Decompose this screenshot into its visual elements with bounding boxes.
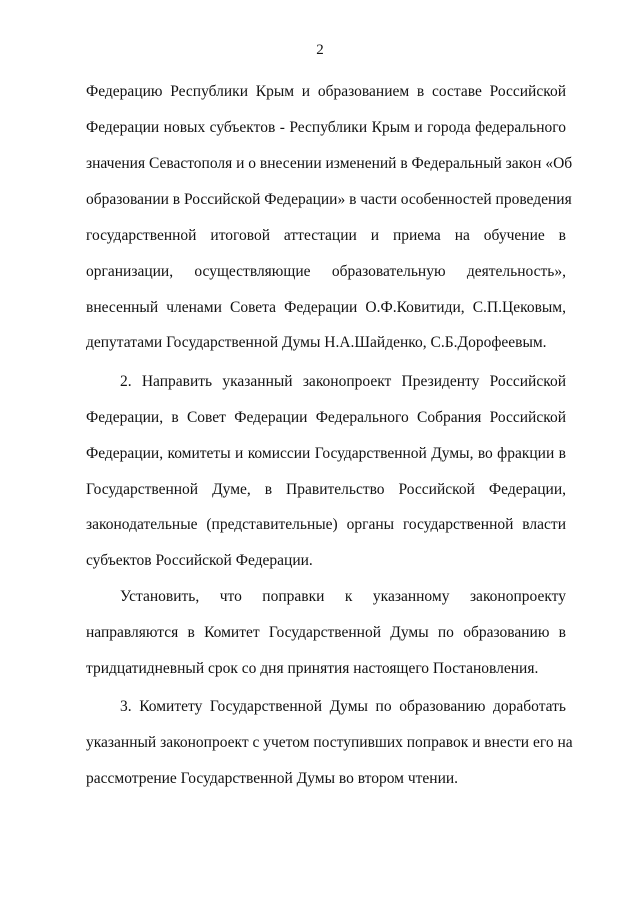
text-line: субъектов Российской Федерации. (86, 552, 313, 569)
text-line: внесенный членами Совета Федерации О.Ф.Ковитиди, С.П.Цековым, (86, 299, 566, 316)
paragraph-3-first-line: 3. Комитету Государственной Думы по образованию доработать (120, 698, 566, 715)
text-line: указанный законопроект с учетом поступивших поправок и внести его на (86, 734, 573, 751)
text-line: организации, осуществляющие образовательную деятельность», (86, 263, 566, 280)
text-line: Федерации, в Совет Федерации Федерального Собрания Российской (86, 409, 566, 426)
paragraph-2-first-line: 2. Направить указанный законопроект Президенту Российской (120, 373, 566, 390)
text-line: Федерации, комитеты и комиссии Государственной Думы, во фракции в (86, 445, 566, 462)
text-line: депутатами Государственной Думы Н.А.Шайденко, С.Б.Дорофеевым. (86, 334, 547, 351)
text-line: государственной итоговой аттестации и приема на обучение в (86, 227, 566, 244)
text-line: Федерации новых субъектов - Республики Крым и города федерального (86, 119, 566, 136)
text-line: образовании в Российской Федерации» в части особенностей проведения (86, 191, 572, 208)
text-line: значения Севастополя и о внесении изменений в Федеральный закон «Об (86, 155, 573, 172)
text-line: рассмотрение Государственной Думы во втором чтении. (86, 770, 459, 787)
text-line: законодательные (представительные) органы государственной власти (86, 516, 566, 533)
paragraph-establish-first-line: Установить, что поправки к указанному законопроекту (120, 588, 566, 605)
text-line: Государственной Думе, в Правительство Российской Федерации, (86, 481, 566, 498)
text-line: направляются в Комитет Государственной Думы по образованию в (86, 624, 566, 641)
text-line: Федерацию Республики Крым и образованием в составе Российской (86, 83, 566, 100)
text-line: тридцатидневный срок со дня принятия настоящего Постановления. (86, 660, 539, 677)
page-number: 2 (316, 42, 324, 58)
